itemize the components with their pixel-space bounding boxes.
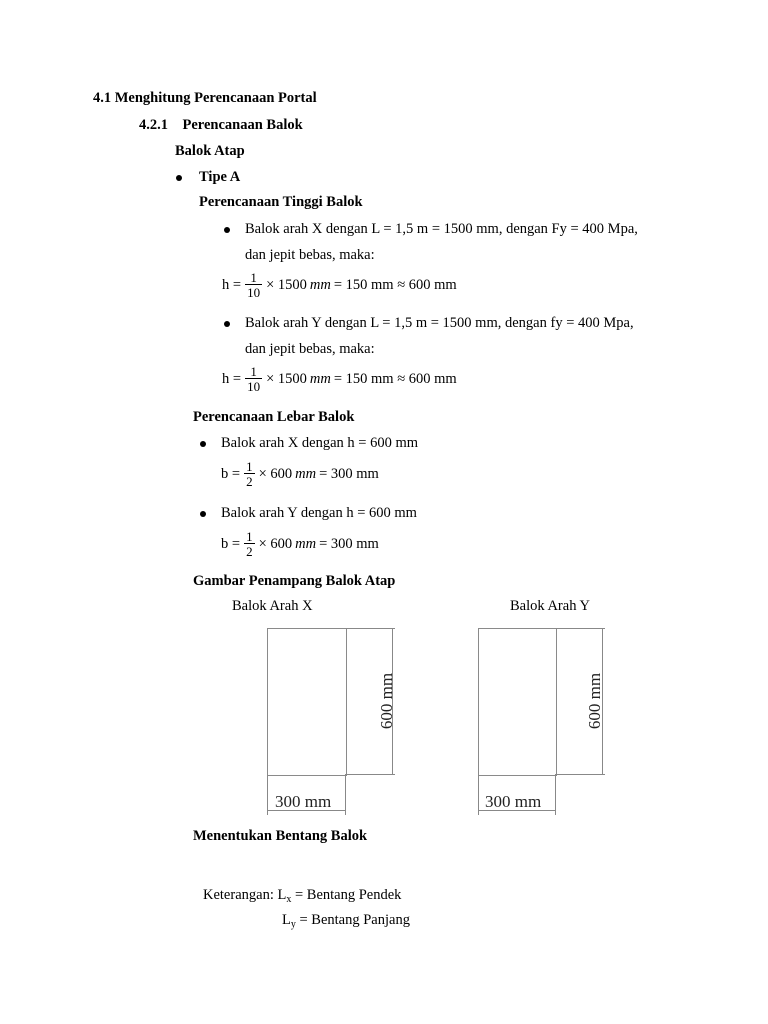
bullet-icon — [224, 227, 230, 233]
bullet-icon — [200, 511, 206, 517]
fraction-denominator: 2 — [246, 474, 253, 489]
fraction — [245, 271, 262, 299]
tinggi-balok-heading: Perencanaan Tinggi Balok — [199, 194, 363, 210]
fraction-denominator: 2 — [246, 544, 253, 559]
subsection-heading: 4.2.1 Perencanaan Balok — [139, 117, 303, 133]
formula-unit: mm — [295, 465, 317, 482]
beam-rectangle — [478, 628, 557, 776]
keterangan-lx — [203, 887, 401, 905]
bullet-icon — [200, 441, 206, 447]
figure-x-title: Balok Arah X — [232, 598, 313, 614]
fraction — [245, 365, 262, 393]
width-dimension-label: 300 mm — [275, 792, 332, 811]
extension-line — [555, 774, 605, 775]
fraction-numerator: 1 — [246, 529, 253, 544]
lebar-balok-heading: Perencanaan Lebar Balok — [193, 409, 355, 425]
fraction-denominator: 10 — [247, 379, 261, 394]
fraction — [244, 460, 255, 488]
tinggi-y-text-line1: Balok arah Y dengan L = 1,5 m = 1500 mm, dengan fy = 400 Mpa, — [245, 315, 634, 331]
formula-rhs: = 150 mm ≈ 600 mm — [333, 276, 457, 293]
formula-rhs: = 300 mm — [319, 535, 379, 552]
ly-symbol: L — [282, 912, 291, 928]
formula-times: × 1500 — [266, 370, 307, 387]
tipe-a-heading: Tipe A — [199, 169, 241, 185]
bullet-icon — [176, 175, 182, 181]
extension-line — [345, 775, 346, 815]
formula-rhs: = 300 mm — [319, 465, 379, 482]
keterangan-ly — [282, 912, 410, 930]
formula-lhs: h = — [222, 370, 242, 387]
lebar-y-text: Balok arah Y dengan h = 600 mm — [221, 505, 417, 521]
formula-unit: mm — [295, 535, 317, 552]
fraction — [244, 530, 255, 558]
height-dimension-label: 600 mm — [585, 672, 604, 730]
beam-rectangle — [267, 628, 347, 776]
formula-times: × 600 — [258, 465, 293, 482]
tinggi-x-text-line2: dan jepit bebas, maka: — [245, 247, 375, 263]
fraction-numerator: 1 — [250, 270, 257, 285]
formula-unit: mm — [309, 370, 331, 387]
formula-h-x — [222, 271, 457, 299]
formula-b-x — [221, 460, 379, 488]
balok-atap-heading: Balok Atap — [175, 143, 245, 159]
fraction-denominator: 10 — [247, 285, 261, 300]
formula-lhs: b = — [221, 535, 241, 552]
fraction-numerator: 1 — [250, 364, 257, 379]
width-dimension-label: 300 mm — [485, 792, 542, 811]
lebar-x-text: Balok arah X dengan h = 600 mm — [221, 435, 419, 451]
extension-line — [555, 775, 556, 815]
extension-line — [345, 774, 395, 775]
fraction-numerator: 1 — [246, 459, 253, 474]
formula-lhs: b = — [221, 465, 241, 482]
lx-subscript: x — [286, 894, 292, 905]
height-dimension-label: 600 mm — [377, 672, 396, 730]
formula-times: × 1500 — [266, 276, 307, 293]
formula-unit: mm — [309, 276, 331, 293]
formula-b-y — [221, 530, 379, 558]
formula-rhs: = 150 mm ≈ 600 mm — [333, 370, 457, 387]
lx-description: = Bentang Pendek — [291, 887, 402, 903]
gambar-penampang-heading: Gambar Penampang Balok Atap — [193, 573, 396, 589]
bullet-icon — [224, 321, 230, 327]
keterangan-label: Keterangan: L — [203, 887, 287, 903]
tinggi-x-text-line1: Balok arah X dengan L = 1,5 m = 1500 mm, dengan Fy = 400 Mpa, — [245, 221, 638, 237]
ly-description: = Bentang Panjang — [295, 912, 410, 928]
extension-line — [267, 775, 268, 815]
bentang-balok-heading: Menentukan Bentang Balok — [193, 828, 368, 844]
formula-h-y — [222, 365, 457, 393]
extension-line — [345, 628, 395, 629]
extension-line — [555, 628, 605, 629]
formula-lhs: h = — [222, 276, 242, 293]
extension-line — [478, 775, 479, 815]
ly-subscript: y — [290, 919, 296, 930]
section-heading: 4.1 Menghitung Perencanaan Portal — [93, 90, 317, 106]
tinggi-y-text-line2: dan jepit bebas, maka: — [245, 341, 375, 357]
formula-times: × 600 — [258, 535, 293, 552]
figure-y-title: Balok Arah Y — [510, 598, 591, 614]
